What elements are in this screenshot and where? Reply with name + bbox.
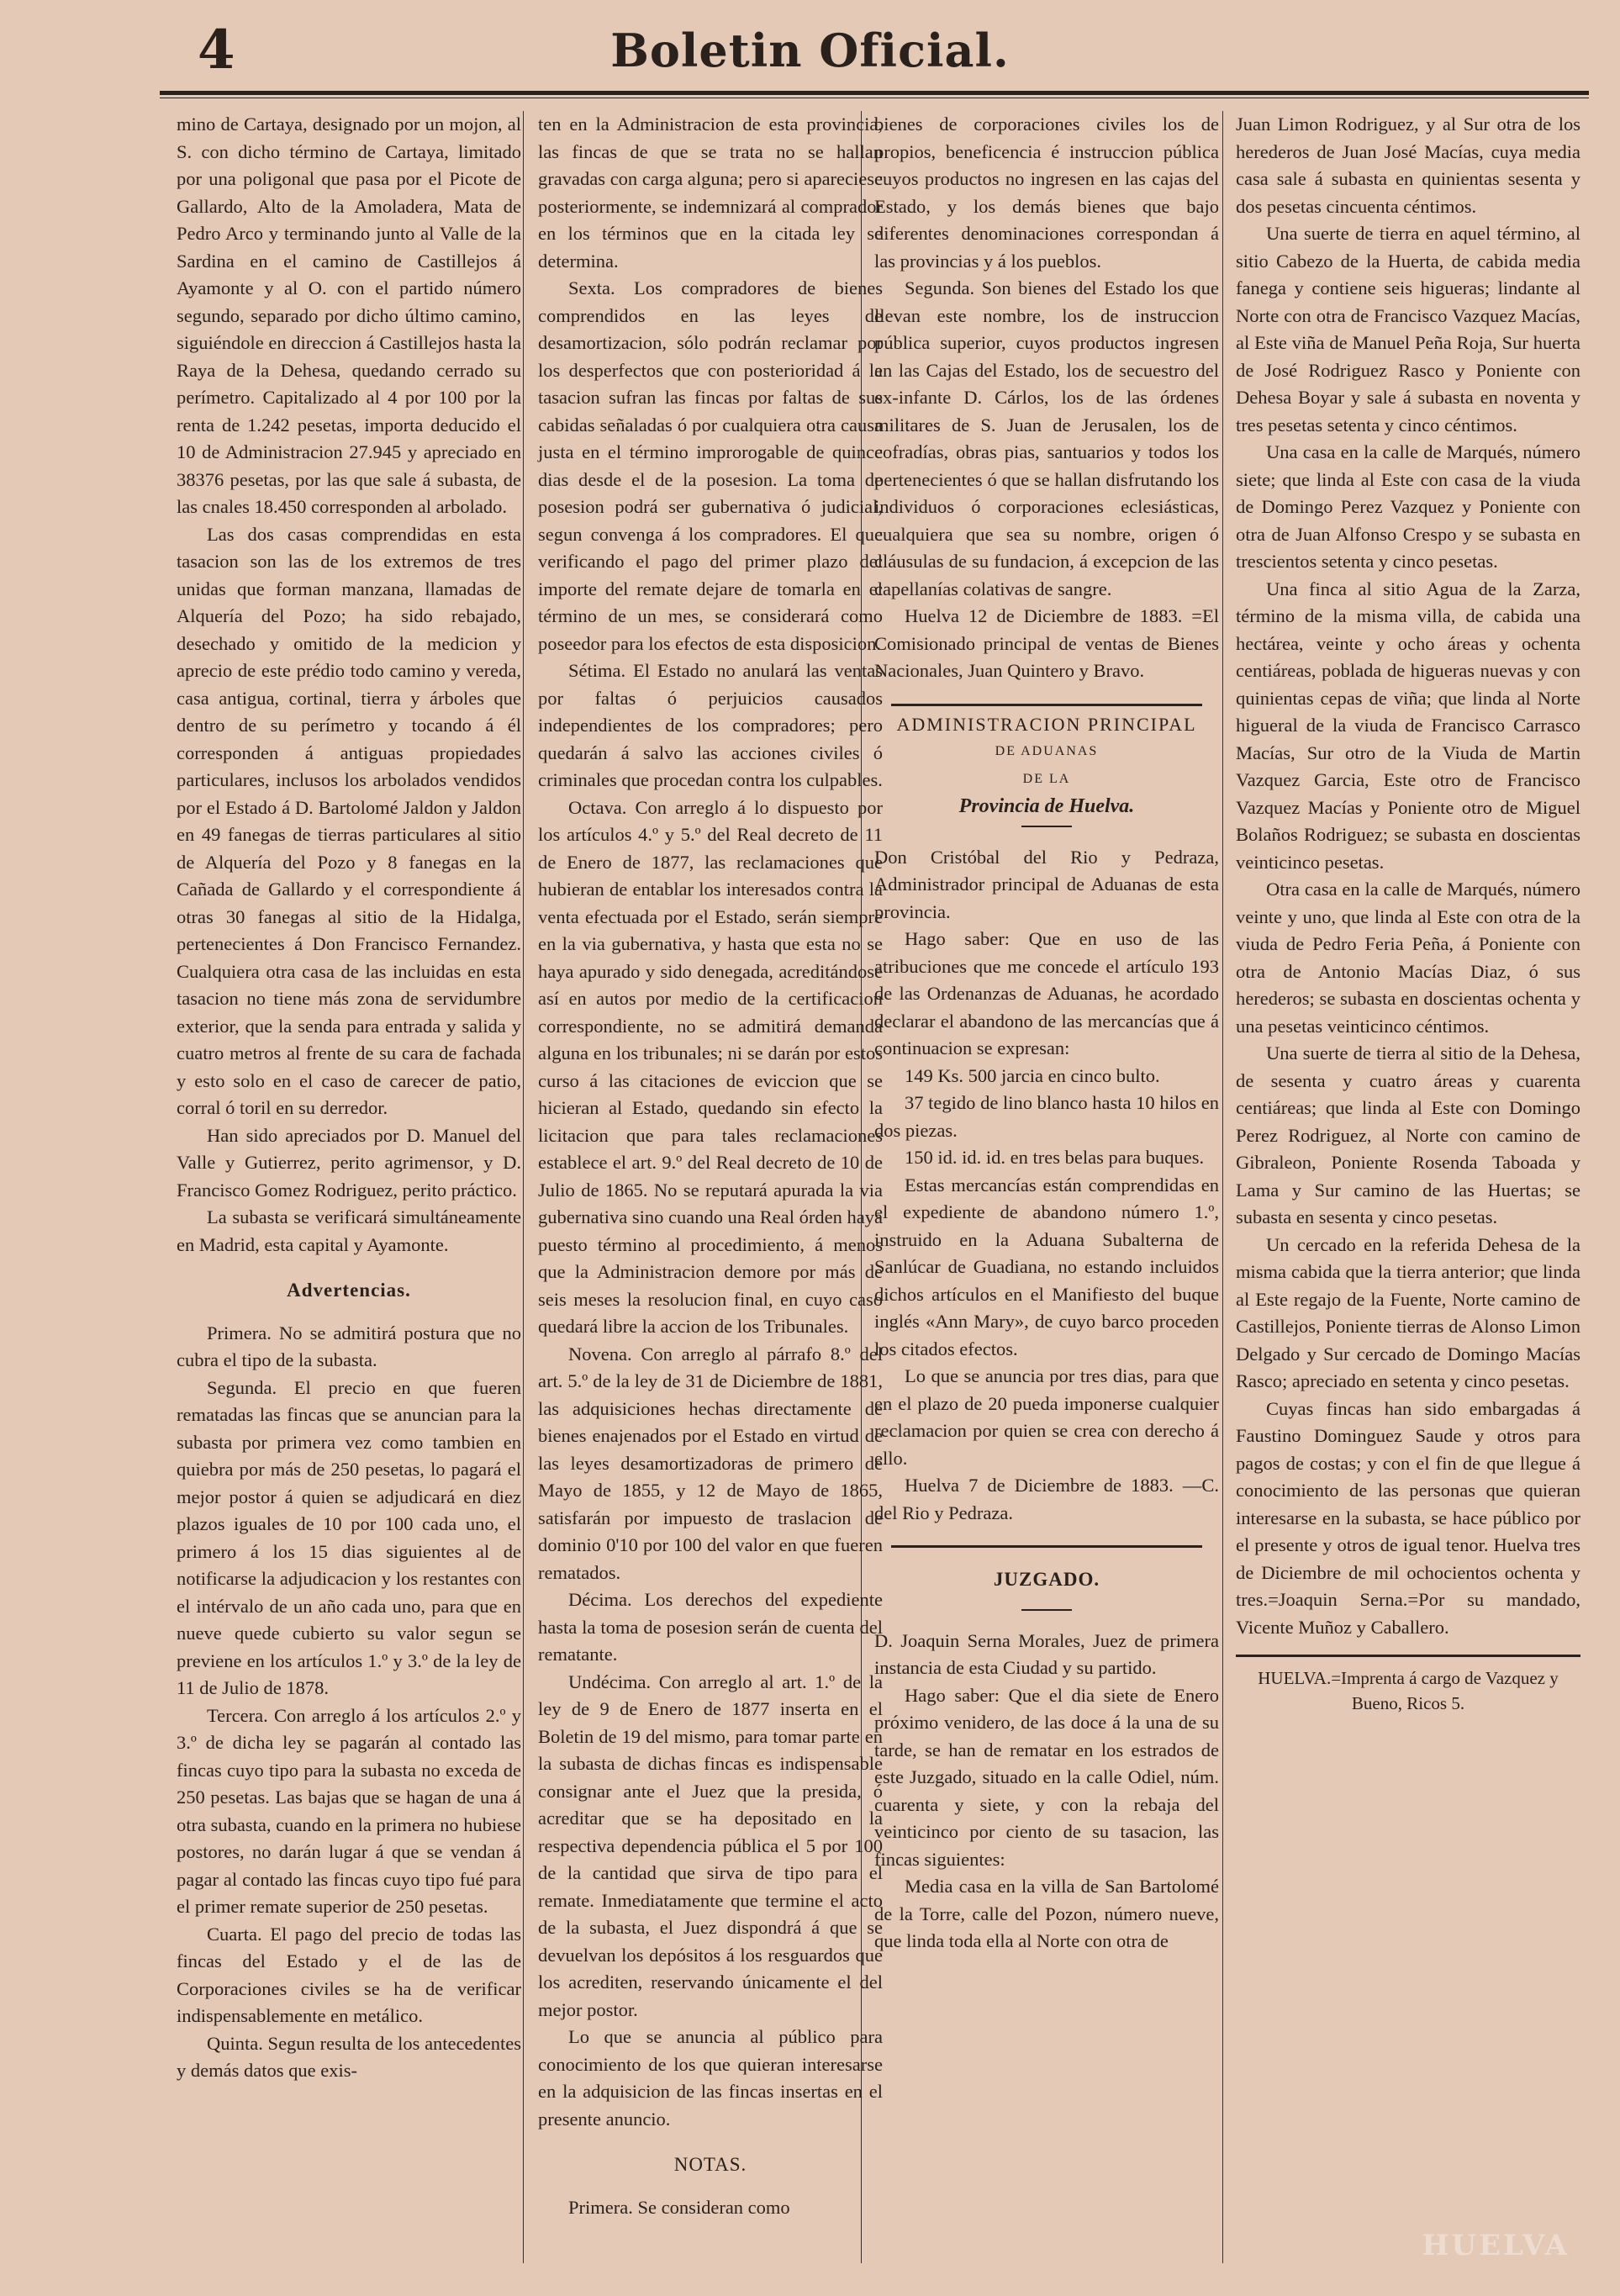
column-divider <box>1222 111 1223 2263</box>
column-3 <box>874 111 1219 1956</box>
notas-heading: NOTAS. <box>673 2154 747 2175</box>
imprint: HUELVA.=Imprenta á cargo de Vazquez y Bueno, Ricos 5. <box>1258 1668 1559 1713</box>
column-1 <box>177 111 521 2085</box>
paragraph: Sexta. Los compradores de bienes comprendidos en las leyes de desamortizacion, sólo podrán reclamar por los desperfectos que con posterioridad á la tasacion sufran las fincas por faltas de sus cabidas señaladas ó por cualquiera otra causa justa en el término improrogable de quince dias desde el de la posesion. La toma de posesion podrá ser gubernativa ó judicial, segun convenga á los compradores. El que verificando el pago del primer plazo del importe del remate dejare de tomarla en el término de un mes, se considerará como poseedor para los efectos de esta disposicion. <box>538 277 883 654</box>
paragraph: Hago saber: Que el dia siete de Enero próximo venidero, de las doce á la una de su tarde, se han de rematar en los estrados de este Juzgado, situado en la calle Odiel, núm. cuarenta y siete, y con la rebaja del veinticinco por ciento de su tasacion, las fincas siguientes: <box>874 1684 1219 1870</box>
paragraph: D. Joaquin Serna Morales, Juez de primera instancia de esta Ciudad y su partido. <box>874 1629 1219 1678</box>
paragraph: bienes de corporaciones civiles los de propios, beneficencia é instruccion pública cuyos productos no ingresen en las cajas del Estado, y los demás bienes que bajo diferentes denominaciones correspondan á las provincias y á los pueblos. <box>874 113 1219 272</box>
paragraph: Undécima. Con arreglo al art. 1.º de la ley de 9 de Enero de 1877 inserta en el Boletin de 19 del mismo, para tomar parte en la subasta de dichas fincas es indispensable consignar ante el Juez que la presida, ó acreditar que se ha depositado en la respectiva dependencia pública el 5 por 100 de la cantidad que sirva de tipo para el remate. Inmediatamente que termine el acto de la subasta, el Juez dispondrá á que se devuelvan los depósitos á los resguardos que los acrediten, reservando únicamente el del mejor postor. <box>538 1671 883 2020</box>
short-rule <box>1021 1609 1072 1611</box>
paragraph: Cuyas fincas han sido embargadas á Faustino Dominguez Saude y otros para pagos de costas; y con el fin de que llegue á conocimiento de las personas que quieran interesarse en la subasta, se hace público por el presente y otros de igual tenor. Huelva tres de Diciembre de mil ochocientos ochenta y tres.=Joaquin Serna.=Por su mandado, Vicente Muñoz y Caballero. <box>1236 1397 1580 1638</box>
paragraph: Primera. No se admitirá postura que no cubra el tipo de la subasta. <box>177 1322 521 1370</box>
juzgado-heading: JUZGADO. <box>993 1569 1100 1590</box>
paragraph: Décima. Los derechos del expediente hasta la toma de posesion serán de cuenta del rematante. <box>538 1589 883 1665</box>
paragraph: Cuarta. El pago del precio de todas las fincas del Estado y el de las de Corporaciones civiles se ha de verificar indispensablemente en metálico. <box>177 1923 521 2026</box>
paragraph: Una suerte de tierra en aquel término, al sitio Cabezo de la Huerta, de cabida media fanega y contiene seis higueras; lindante al Norte con otra de Francisco Vazquez Macías, al Este viña de Manuel Peña Roja, Sur huerta de José Rodriguez Rasco y Poniente con Dehesa Boyar y sale á subasta en noventa y tres pesetas setenta y cinco céntimos. <box>1236 223 1580 435</box>
column-divider <box>523 111 524 2263</box>
paragraph: Han sido apreciados por D. Manuel del Valle y Gutierrez, perito agrimensor, y D. Francisco Gomez Rodriguez, perito práctico. <box>177 1124 521 1201</box>
paragraph: Quinta. Segun resulta de los antecedentes y demás datos que exis- <box>177 2032 521 2081</box>
page-header <box>0 0 1620 109</box>
paragraph: Una finca al sitio Agua de la Zarza, término de la misma villa, de cabida una hectárea, veinte y ocho áreas y ochenta centiáreas, poblada de higueras nuevas y con quinientas cepas de viña; que linda al Norte higueral de la viuda de Francisco Carrasco Macías, Sur otro de la Viuda de Martin Vazquez Garcia, Este otro de Francisco Vazquez Macías y Poniente otro de Miguel Bolaños Rodriguez; se subasta en doscientas veinticinco pesetas. <box>1236 578 1580 873</box>
paragraph: Las dos casas comprendidas en esta tasacion son las de los extremos de tres unidas que forman manzana, llamadas de Alquería del Pozo; ha sido rebajado, desechado y omitido de la medicion y aprecio de este prédio todo camino y vereda, casa antigua, cortinal, tierra y árboles que dentro de su perímetro y tocando á él corresponden á antiguas propiedades particulares, inclusos los arbolados vendidos por el Estado á D. Bartolomé Jaldon y Jaldon en 49 fanegas de tierras particulares al sitio de Alquería del Pozo y 8 fanegas en la Cañada de Gallardo y el correspondiente á otras 30 fanegas al sitio de la Hidalga, pertenecientes á Don Francisco Fernandez. Cualquiera otra casa de las incluidas en esta tasacion no tiene más zona de servidumbre exterior, que la senda para entrada y salida y cuatro metros al frente de su cara de fachada y esto solo en el caso de carecer de patio, corral ó toril en su derredor. <box>177 523 521 1118</box>
page-number: 4 <box>198 18 235 82</box>
paragraph: Primera. Se consideran como <box>568 2196 790 2218</box>
paragraph: Huelva 7 de Diciembre de 1883. —C. del Rio y Pedraza. <box>874 1475 1219 1523</box>
paragraph: Lo que se anuncia por tres dias, para que en el plazo de 20 pueda imponerse cualquier reclamacion por quien se crea con derecho á ello. <box>874 1365 1219 1469</box>
advertencias-heading: Advertencias. <box>287 1280 411 1301</box>
paragraph: Una suerte de tierra al sitio de la Dehesa, de sesenta y cuatro áreas y cuarenta centiáreas; que linda al Este con Domingo Perez Rodriguez, al Norte con camino de Gibraleon, Poniente Rosenda Taboada y Lama y Sur camino de las Huertas; se subasta en sesenta y cinco pesetas. <box>1236 1042 1580 1227</box>
paragraph: Novena. Con arreglo al párrafo 8.º del art. 5.º de la ley de 31 de Diciembre de 1881, las adquisiciones hechas directamente de bienes enajenados por el Estado en virtud de las leyes desamortizadoras de primero de Mayo de 1855, y 12 de Mayo de 1865, satisfarán por impuesto de traslacion de dominio 0'10 por 100 del valor en que fueren rematados. <box>538 1343 883 1583</box>
paragraph: Tercera. Con arreglo á los artículos 2.º y 3.º de dicha ley se pagarán al contado las fincas cuyo tipo para la subasta no exceda de 250 pesetas. Las bajas que se hagan de una á otra subasta, cuando en la primera no hubiese postores, no darán lugar á que se vendan á pagar al contado las fincas cuyo tipo fué para el primer remate superior de 250 pesetas. <box>177 1704 521 1917</box>
paragraph: Hago saber: Que en uso de las atribuciones que me concede el artículo 193 de las Ordenanzas de Aduanas, he acordado declarar el abandono de las mercancías que á continuacion se expresan: <box>874 928 1219 1058</box>
paragraph: Lo que se anuncia al público para conocimiento de los que quieran interesarse en la adquisicion de las fincas insertas en el presente anuncio. <box>538 2026 883 2130</box>
aduanas-heading: ADMINISTRACION PRINCIPAL <box>896 713 1197 735</box>
paragraph: Un cercado en la referida Dehesa de la misma cabida que la tierra anterior; que linda al Este regajo de la Fuente, Norte camino de Castillejos, Poniente tierras de Alonso Limon Delgado y Sur cercado de Domingo Macías Rasco; apreciado en setenta y cinco pesetas. <box>1236 1233 1580 1391</box>
paragraph: Juan Limon Rodriguez, y al Sur otra de los herederos de Juan José Macías, cuya media casa sale á subasta en quinientas sesenta y dos pesetas cincuenta céntimos. <box>1236 113 1580 217</box>
imprint-rule <box>1236 1655 1580 1657</box>
aduanas-subheading: DE ADUANAS <box>995 744 1099 758</box>
paragraph: 37 tegido de lino blanco hasta 10 hilos en dos piezas. <box>874 1092 1219 1141</box>
aduanas-subheading: DE LA <box>1022 771 1071 786</box>
paragraph: Segunda. El precio en que fueren rematadas las fincas que se anuncian para la subasta por primera vez como tambien en quiebra por más de 250 pesetas, lo pagará el mejor postor á quien se adjudicará en diez plazos iguales de 10 por 100 cada uno, el primero á los 15 dias siguientes al de notificarse la adjudicacion y los restantes con el intérvalo de un año cada uno, para que en nueve quede cubierto su valor segun se previene en los artículos 1.º y 3.º de la ley de 11 de Julio de 1878. <box>177 1376 521 1698</box>
column-4 <box>1236 111 1580 1716</box>
paragraph: La subasta se verificará simultáneamente en Madrid, esta capital y Ayamonte. <box>177 1206 521 1255</box>
section-rule <box>891 1545 1202 1548</box>
paragraph: mino de Cartaya, designado por un mojon, al S. con dicho término de Cartaya, limitado por una poligonal que pasa por el Picote de Gallardo, Alto de la Amoladera, Mata de Pedro Arco y terminando junto al Valle de la Sardina en el camino de Castillejos á Ayamonte y al O. con el partido número segundo, separado por dicho último camino, siguiéndole en direccion á Castillejos hasta la Raya de la Dehesa, quedando cerrado su perímetro. Capitalizado al 4 por 100 por la renta de 1.242 pesetas, importa deducido el 10 de Administracion 27.945 y apreciado en 38376 pesetas, por las que sale á subasta, de las cnales 18.450 corresponden al arbolado. <box>177 113 521 517</box>
masthead-title: Boletin Oficial. <box>610 24 1010 77</box>
paragraph: Otra casa en la calle de Marqués, número veinte y uno, que linda al Este con otra de la viuda de Pedro Feria Peña, á Poniente con otra de Antonio Macías Diaz, ó sus herederos; se subasta en doscientas ochenta y una pesetas veinticinco céntimos. <box>1236 879 1580 1037</box>
header-rule <box>160 91 1589 95</box>
paragraph: Media casa en la villa de San Bartolomé de la Torre, calle del Pozon, número nueve, que linda toda ella al Norte con otra de <box>874 1876 1219 1951</box>
short-rule <box>1021 826 1072 827</box>
archive-watermark: HUELVA <box>1422 2229 1570 2262</box>
paragraph: Don Cristóbal del Rio y Pedraza, Administrador principal de Aduanas de esta provincia. <box>874 846 1219 922</box>
paragraph: Segunda. Son bienes del Estado los que llevan este nombre, los de instruccion pública superior, cuyos productos ingresen en las Cajas del Estado, los de secuestro del ex-infante D. Cárlos, los de las órdenes militares de S. Juan de Jerusalen, los de cofradías, obras pias, santuarios y todos los pertenecientes ó que se hallan disfrutando los individuos ó corporaciones eclesiásticas, cualquiera que sea su nombre, origen ó cláusulas de su fundacion, á excepcion de las capellanías colativas de sangre. <box>874 277 1219 599</box>
column-2 <box>538 111 883 2221</box>
section-rule <box>891 704 1202 706</box>
paragraph: Octava. Con arreglo á lo dispuesto por los artículos 4.º y 5.º del Real decreto de 11 de Enero de 1877, las reclamaciones que hubieran de entablar los interesados contra la venta efectuada por el Estado, serán siempre en la via gubernativa, y hasta que esta no se haya apurado y sido denegada, acreditándose así en autos por medio de la certificacion correspondiente, no se admitirá demanda alguna en los tribunales; ni se darán por estos curso á las citaciones de eviccion que se hicieran al Estado, quedando sin efecto la licitacion que para tales reclamaciones establece el art. 9.º del Real decreto de 10 de Julio de 1865. No se reputará apurada la via gubernativa sino cuando una Real órden haya puesto término al procedimiento, á menos que la Administracion demore por más de seis meses la resolucion final, en cuyo caso quedará libre la accion de los Tribunales. <box>538 796 883 1337</box>
paragraph: 150 id. id. id. en tres belas para buques. <box>905 1147 1205 1168</box>
paragraph: Estas mercancías están comprendidas en el expediente de abandono número 1.º, instruido en la Aduana Subalterna de Sanlúcar de Guadiana, no estando incluidos dichos artículos en el Manifiesto del buque inglés «Ann Mary», de cuyo barco proceden los citados efectos. <box>874 1174 1219 1359</box>
paragraph: Sétima. El Estado no anulará las ventas por faltas ó perjuicios causados independientes de los compradores; pero quedarán á salvo las acciones civiles ó criminales que procedan contra los culpables. <box>538 660 883 790</box>
paragraph: Una casa en la calle de Marqués, número siete; que linda al Este con casa de la viuda de Domingo Perez Vazquez y Poniente con otra de Juan Alfonso Crespo y se subasta en trescientos setenta y cinco pesetas. <box>1236 441 1580 572</box>
paragraph: ten en la Administracion de esta provincia, las fincas de que se trata no se hallan gravadas con carga alguna; pero si apareciese posteriormente, se indemnizará al comprador en los términos que en la citada ley se determina. <box>538 113 883 272</box>
paragraph: Huelva 12 de Diciembre de 1883. =El Comisionado principal de ventas de Bienes Nacionales, Juan Quintero y Bravo. <box>874 605 1219 681</box>
province-heading: Provincia de Huelva. <box>958 795 1135 817</box>
paragraph: 149 Ks. 500 jarcia en cinco bulto. <box>905 1064 1160 1086</box>
